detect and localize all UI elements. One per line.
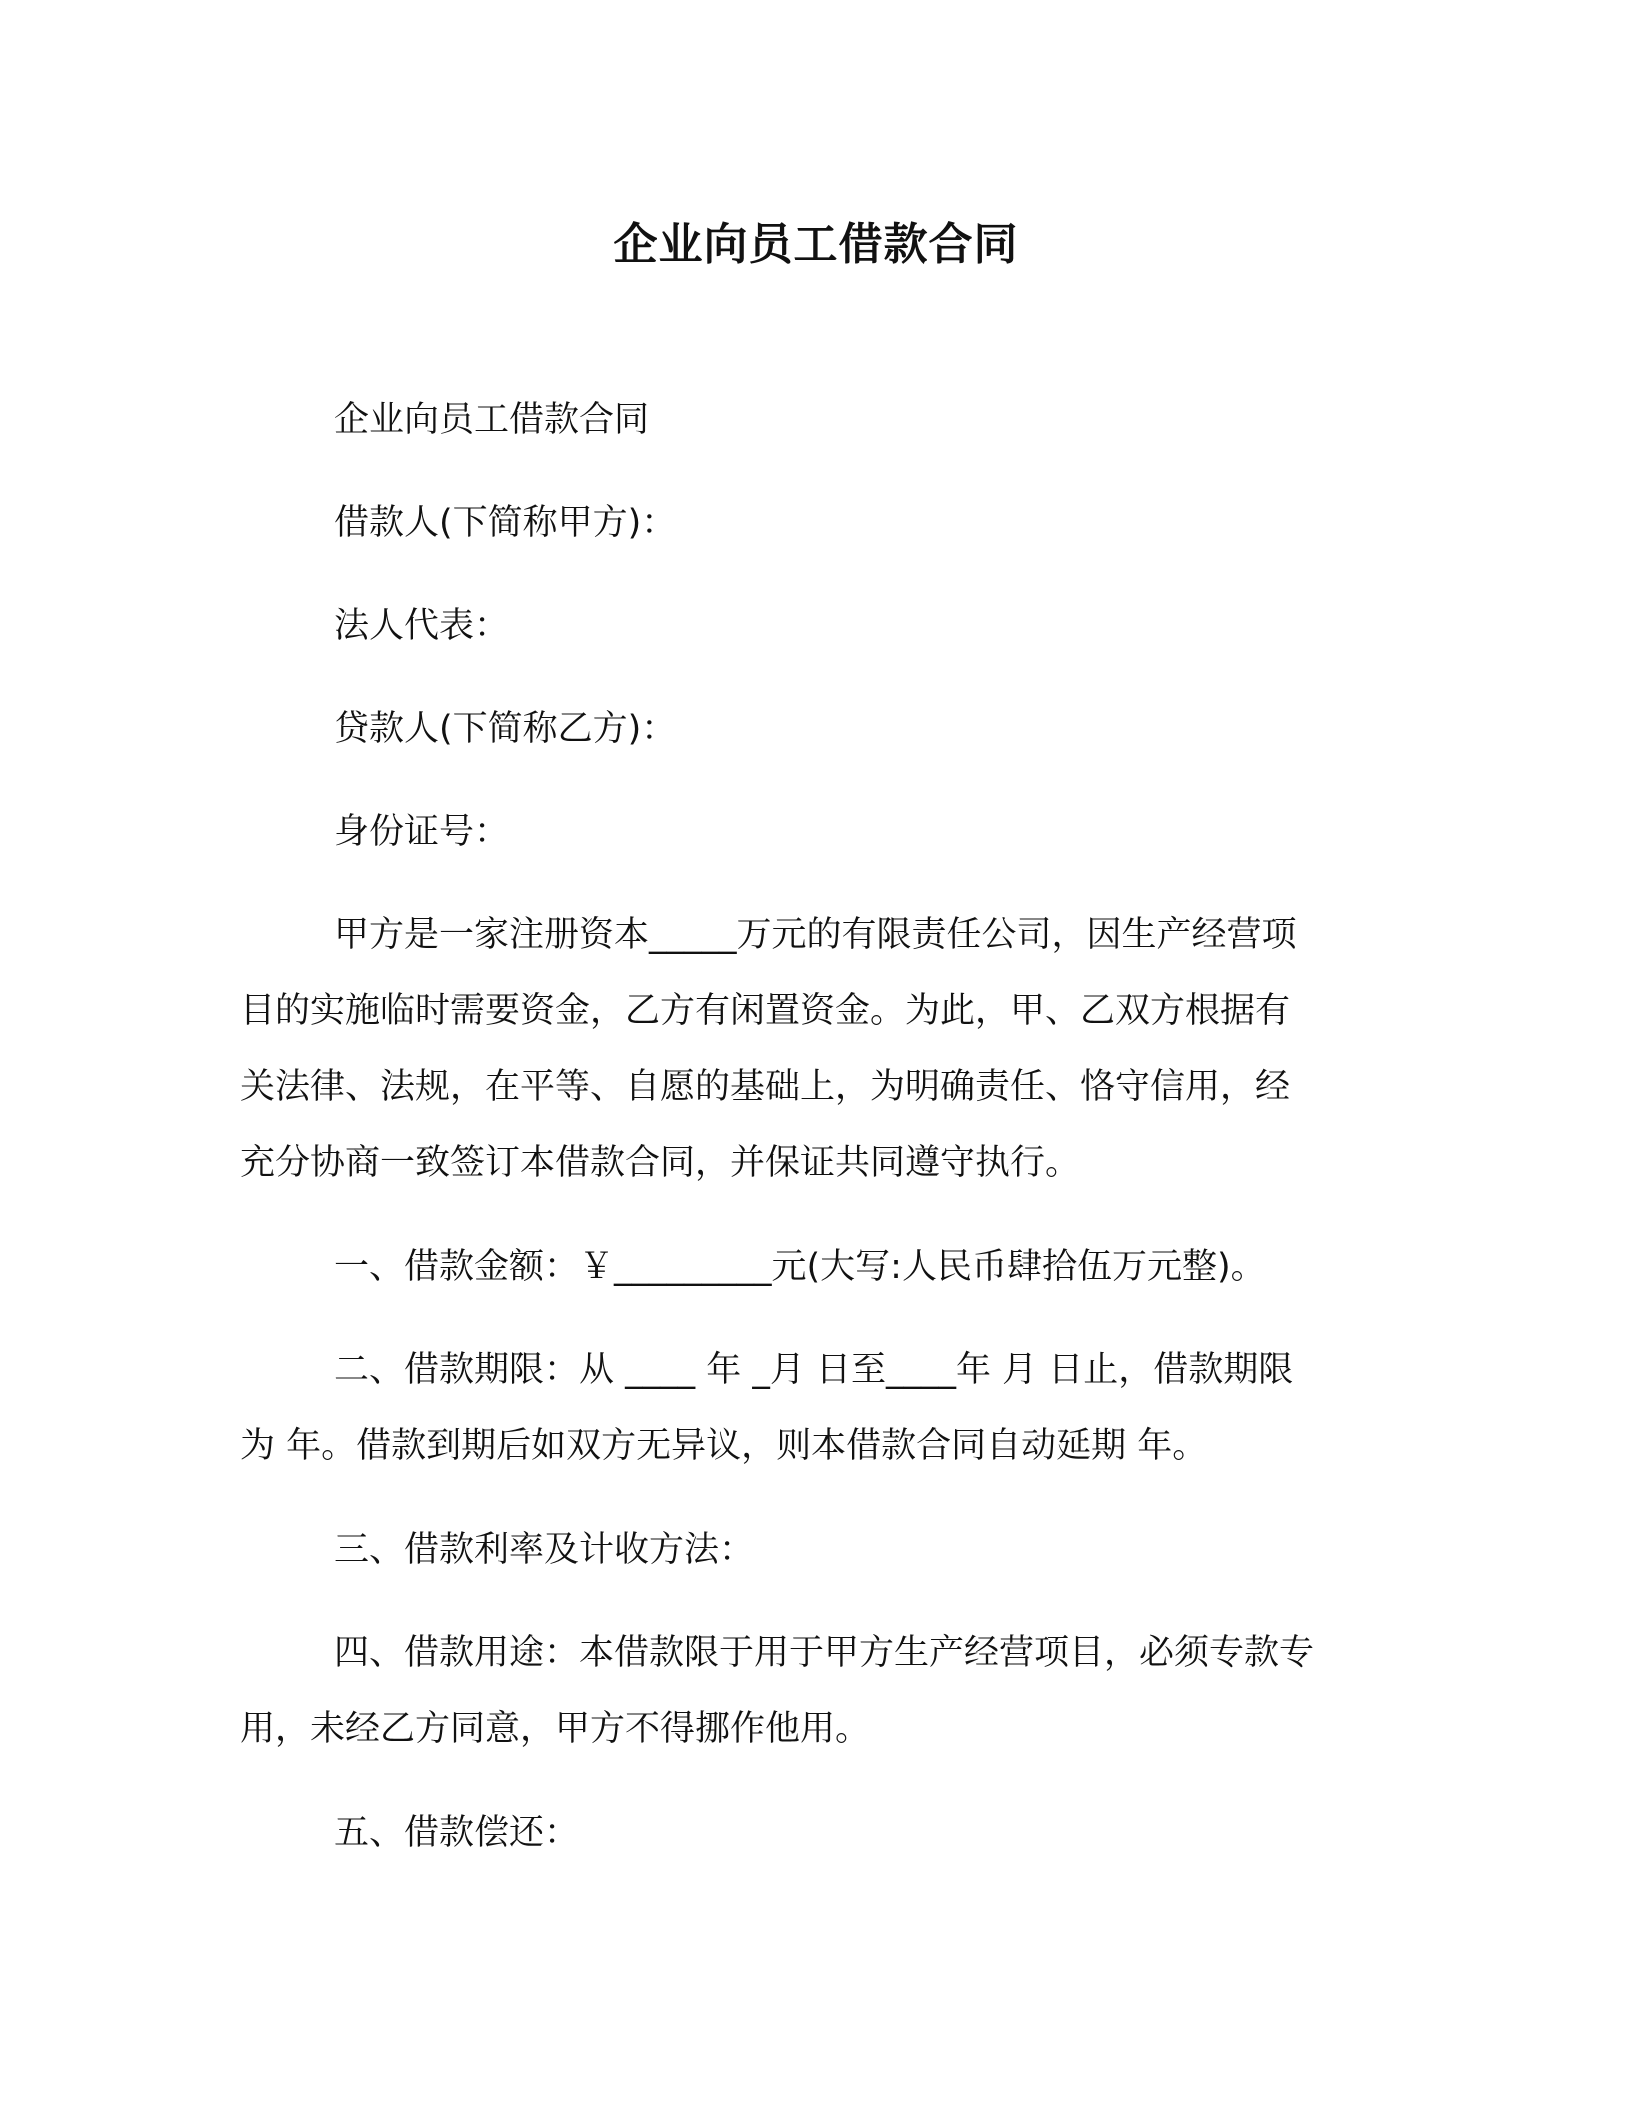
borrower-line: 借款人(下简称甲方)： (334, 503, 677, 543)
legal-representative-line: 法人代表： (334, 606, 510, 646)
contract-name-line: 企业向员工借款合同 (334, 400, 650, 440)
clause-loan-term-line-2: 为 年。借款到期后如双方无异议，则本借款合同自动延期 年。 (240, 1426, 1208, 1466)
preamble-line-4: 充分协商一致签订本借款合同，并保证共同遵守执行。 (240, 1143, 1081, 1183)
clause-repayment: 五、借款偿还： (334, 1813, 580, 1853)
lender-line: 贷款人(下简称乙方)： (334, 709, 677, 749)
preamble-line-2: 目的实施临时需要资金，乙方有闲置资金。为此，甲、乙双方根据有 (240, 991, 1291, 1031)
clause-loan-purpose-line-1: 四、借款用途：本借款限于用于甲方生产经营项目，必须专款专 (334, 1633, 1315, 1673)
clause-loan-term-line-1: 二、借款期限：从 ____ 年 _月 日至____年 月 日止，借款期限 (334, 1350, 1294, 1390)
id-number-line: 身份证号： (334, 812, 510, 852)
preamble-line-3: 关法律、法规，在平等、自愿的基础上，为明确责任、恪守信用，经 (240, 1067, 1291, 1107)
clause-interest-rate: 三、借款利率及计收方法： (334, 1530, 755, 1570)
clause-loan-amount: 一、借款金额：￥_________元(大写:人民币肆拾伍万元整)。 (334, 1247, 1266, 1287)
preamble-line-1: 甲方是一家注册资本_____万元的有限责任公司，因生产经营项 (334, 915, 1297, 955)
clause-loan-purpose-line-2: 用，未经乙方同意，甲方不得挪作他用。 (240, 1709, 871, 1749)
document-title: 企业向员工借款合同 (613, 219, 1019, 270)
